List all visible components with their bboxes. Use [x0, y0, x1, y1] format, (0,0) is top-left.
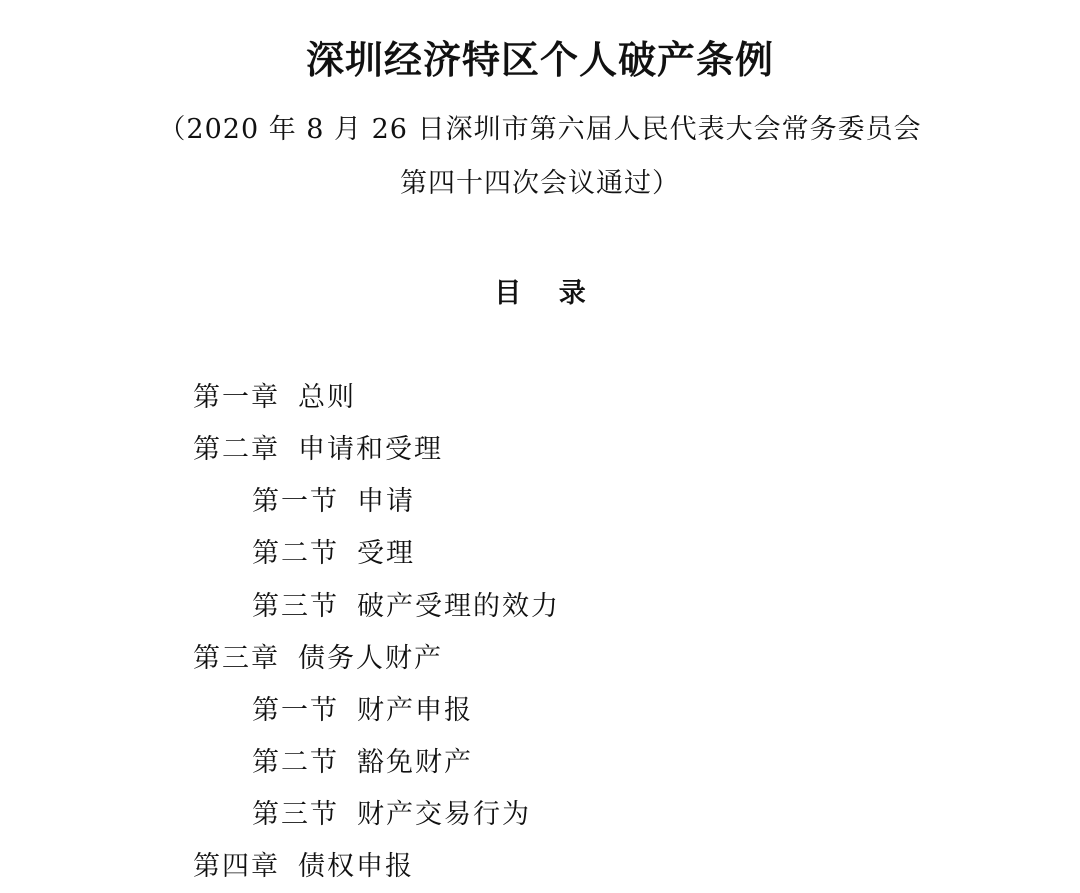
toc-entry-chapter-2[interactable] [193, 430, 443, 470]
toc-entry-name: 破产受理的效力 [357, 591, 560, 622]
toc-entry-chapter-2-section-1[interactable] [252, 482, 415, 522]
toc-entry-name: 申请 [357, 486, 415, 517]
toc-entry-chapter-2-section-3[interactable] [252, 587, 560, 627]
toc-entry-chapter-3[interactable] [193, 639, 443, 679]
toc-entry-number: 第二节 [252, 538, 339, 569]
toc-entry-name: 财产申报 [357, 695, 473, 726]
document-title: 深圳经济特区个人破产条例 [305, 38, 774, 82]
toc-entry-number: 第一章 [193, 382, 280, 413]
adoption-note-line-2: 第四十四次会议通过） [400, 168, 680, 199]
toc-entry-chapter-4[interactable] [193, 847, 414, 887]
toc-heading-char: 录 [558, 278, 586, 309]
toc-entry-chapter-3-section-3[interactable] [252, 795, 531, 835]
toc-entry-chapter-1[interactable] [193, 378, 356, 418]
toc-entry-number: 第三章 [193, 643, 280, 674]
toc-entry-name: 债权申报 [298, 851, 414, 882]
toc-entry-name: 豁免财产 [357, 747, 473, 778]
toc-entry-chapter-2-section-2[interactable] [252, 534, 415, 574]
toc-entry-name: 申请和受理 [298, 434, 443, 465]
toc-entry-number: 第一节 [252, 486, 339, 517]
adoption-note-line-1: （2020 年 8 月 26 日深圳市第六届人民代表大会常务委员会 [158, 114, 922, 145]
toc-entry-number: 第二节 [252, 747, 339, 778]
toc-entry-chapter-3-section-2[interactable] [252, 743, 473, 783]
toc-heading-char: 目 [494, 278, 522, 309]
toc-entry-name: 财产交易行为 [357, 799, 531, 830]
toc-entry-number: 第三节 [252, 591, 339, 622]
toc-entry-chapter-3-section-1[interactable] [252, 691, 473, 731]
toc-entry-number: 第二章 [193, 434, 280, 465]
toc-entry-number: 第三节 [252, 799, 339, 830]
toc-entry-name: 总则 [298, 382, 356, 413]
toc-entry-name: 受理 [357, 538, 415, 569]
toc-entry-name: 债务人财产 [298, 643, 443, 674]
toc-entry-number: 第四章 [193, 851, 280, 882]
toc-entry-number: 第一节 [252, 695, 339, 726]
